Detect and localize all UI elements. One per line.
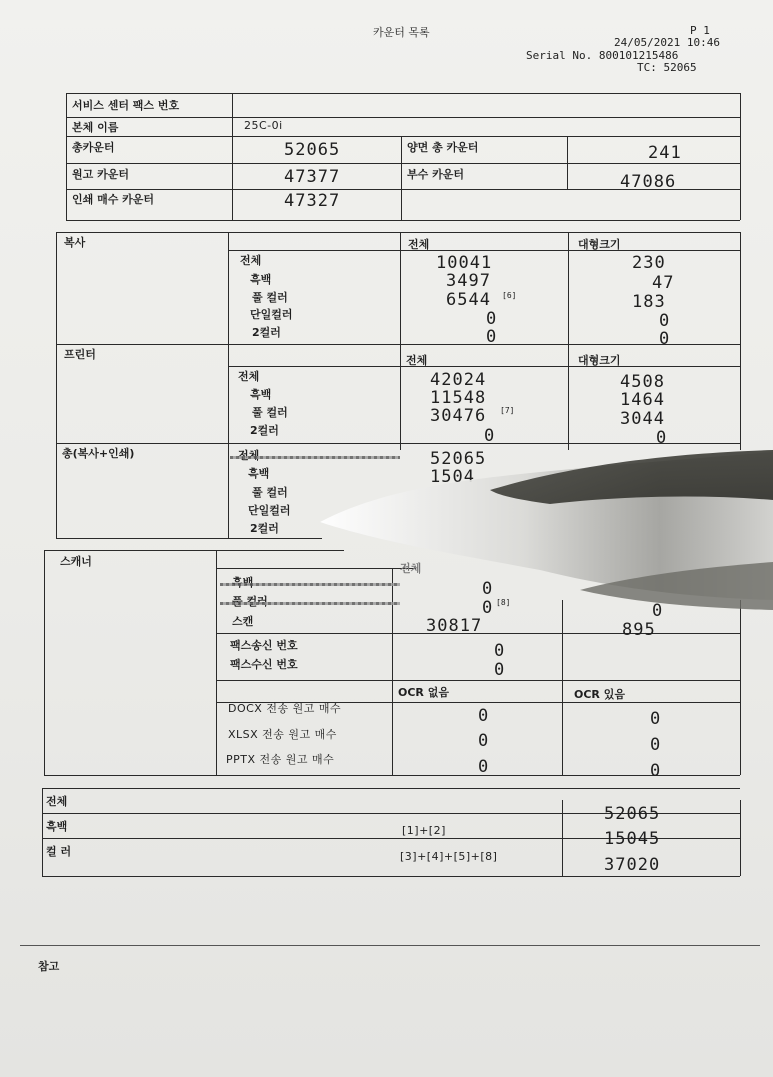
summary-color-label: 컬 러: [46, 845, 72, 858]
combined-row-label: [238, 447, 259, 463]
copies-counter-label: 부수 카운터: [407, 168, 464, 181]
copy-row-total: 6544: [446, 290, 491, 310]
printer-col-large: 대형크기: [578, 354, 621, 367]
copy-row-label: 풀 컬러: [252, 291, 288, 304]
copy-row-label: 흑백: [250, 273, 272, 286]
copy-row-label: 전체: [240, 254, 262, 267]
copy-row-label: 단일컬러: [250, 308, 293, 321]
scanner-row-label: [232, 574, 253, 590]
copy-row-total: 10041: [436, 253, 493, 273]
copy-row-large: 0: [659, 329, 671, 349]
combined-row-label: 흑백: [248, 467, 270, 480]
scanner-row-label: [232, 593, 268, 609]
combined-row-total: 52065: [430, 449, 487, 469]
summary-total-label: 전체: [46, 795, 68, 808]
ocr-yes-header: OCR 있음: [574, 688, 625, 701]
printed-counter-label: 인쇄 매수 카운터: [72, 193, 155, 206]
summary-bw-value: 15045: [604, 829, 661, 849]
total-counter-label: 총카운터: [72, 141, 115, 154]
summary-total-value: 52065: [604, 804, 661, 824]
docx-label: DOCX 전송 원고 매수: [228, 702, 342, 715]
fax-recv-label: 팩스수신 번호: [230, 658, 298, 671]
printer-row-large: 3044: [620, 409, 665, 429]
copy-row-total: 0: [486, 309, 498, 329]
printer-row-label: 풀 컬러: [252, 406, 288, 419]
duplex-counter-label: 양면 총 카운터: [407, 141, 479, 154]
photo-glare-smudge: [320, 450, 773, 615]
duplex-counter-value: 241: [648, 143, 682, 163]
summary-color-formula: [3]+[4]+[5]+[8]: [400, 850, 498, 863]
scanner-row-large: 895: [622, 620, 656, 640]
printer-row-label: 흑백: [250, 388, 272, 401]
scanner-row-total: 0: [482, 579, 494, 599]
model-value: 25C-0i: [244, 119, 283, 132]
notes-label: 참고: [38, 960, 60, 973]
fax-send-label: 팩스송신 번호: [230, 639, 298, 652]
printed-counter-value: 47327: [284, 191, 341, 211]
printer-row-label: 2컬러: [250, 424, 279, 437]
pptx-ocr-none: 0: [478, 757, 490, 777]
scanner-row-total: 30817: [426, 616, 483, 636]
printer-row-label: 전체: [238, 370, 260, 383]
scanner-row-label: 스캔: [232, 615, 254, 628]
scanner-section-label: 스캐너: [60, 555, 92, 568]
scanner-row-total: 0: [482, 598, 494, 618]
summary-color-value: 37020: [604, 855, 661, 875]
summary-bw-label: 흑백: [46, 820, 68, 833]
tc-counter: TC: 52065: [637, 61, 697, 74]
copy-col-total: 전체: [408, 238, 430, 251]
copies-counter-value: 47086: [620, 172, 677, 192]
docx-ocr-yes: 0: [650, 709, 662, 729]
printer-row-large: 0: [656, 428, 668, 448]
fax-number-label: 서비스 센터 팩스 번호: [72, 99, 180, 112]
combined-row-label: 2컬러: [250, 522, 279, 535]
copy-col-large: 대형크기: [578, 238, 621, 251]
copy-row-large: 47: [652, 273, 675, 293]
printer-row-total: 30476: [430, 406, 487, 426]
pptx-ocr-yes: 0: [650, 761, 662, 781]
copy-row-large: 183: [632, 292, 666, 312]
page-number: P 1: [690, 24, 710, 37]
copy-row-note: [6]: [502, 291, 517, 300]
serial-number: Serial No. 800101215486: [526, 49, 679, 62]
printer-row-total: 11548: [430, 388, 487, 408]
copy-row-total: 3497: [446, 271, 491, 291]
printer-col-total: 전체: [406, 354, 428, 367]
fax-recv-value: 0: [494, 660, 506, 680]
model-label: 본체 이름: [72, 121, 119, 134]
copy-row-large: 0: [659, 311, 671, 331]
copy-row-label: 2컬러: [252, 326, 281, 339]
original-counter-label: 원고 카운터: [72, 168, 129, 181]
ocr-none-header: OCR 없음: [398, 686, 449, 699]
scanner-col-total: 전체: [400, 562, 422, 575]
printer-row-large: 4508: [620, 372, 665, 392]
printer-section-label: 프린터: [64, 348, 96, 361]
docx-ocr-none: 0: [478, 706, 490, 726]
fax-send-value: 0: [494, 641, 506, 661]
xlsx-ocr-none: 0: [478, 731, 490, 751]
total-counter-value: 52065: [284, 140, 341, 160]
copy-row-large: 230: [632, 253, 666, 273]
report-datetime: 24/05/2021 10:46: [614, 36, 720, 49]
xlsx-label: XLSX 전송 원고 매수: [228, 728, 337, 741]
combined-section-label: 총(복사+인쇄): [62, 447, 135, 460]
combined-row-label: 풀 컬러: [252, 486, 288, 499]
printer-row-total: 42024: [430, 370, 487, 390]
pptx-label: PPTX 전송 원고 매수: [226, 753, 335, 766]
summary-bw-formula: [1]+[2]: [402, 824, 446, 837]
report-title: 카운터 목록: [373, 26, 430, 39]
combined-row-total: 1504: [430, 467, 475, 487]
printer-row-note: [7]: [500, 406, 515, 415]
scanner-row-note: [8]: [496, 598, 511, 607]
scanner-row-large: 0: [652, 601, 664, 621]
xlsx-ocr-yes: 0: [650, 735, 662, 755]
original-counter-value: 47377: [284, 167, 341, 187]
copy-row-total: 0: [486, 327, 498, 347]
printer-row-large: 1464: [620, 390, 665, 410]
printer-row-total: 0: [484, 426, 496, 446]
combined-row-label: 단일컬러: [248, 504, 291, 517]
copy-section-label: 복사: [64, 236, 86, 249]
